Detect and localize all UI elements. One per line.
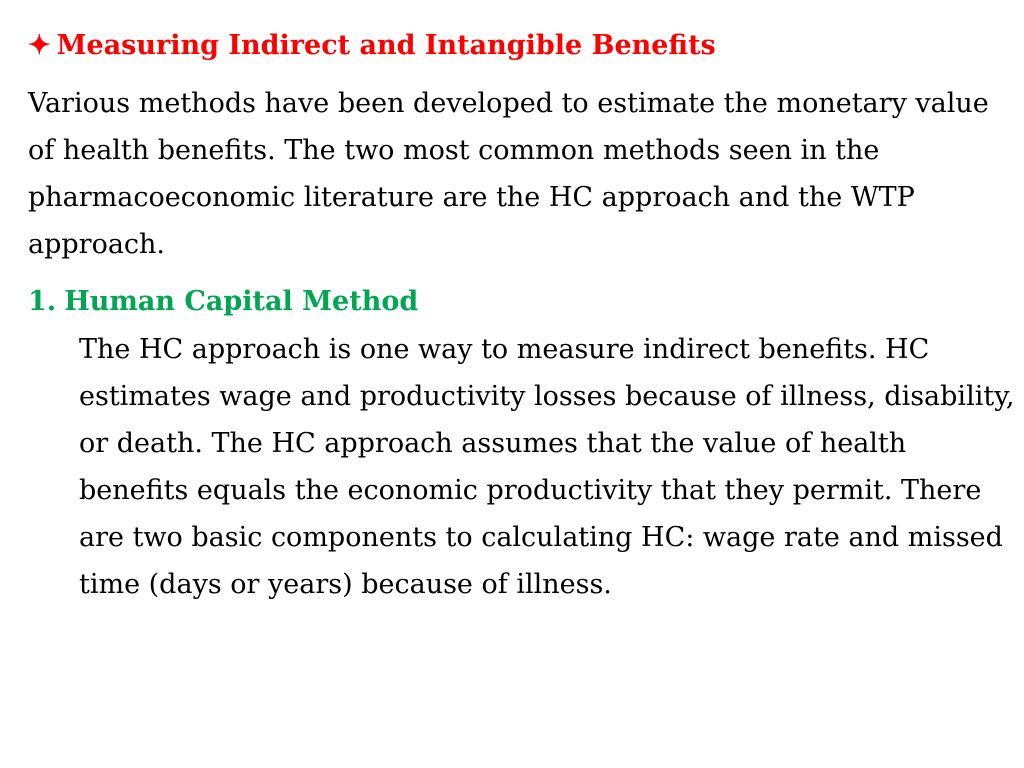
section-heading bbox=[28, 278, 1018, 326]
heading-title: Measuring Indirect and Intangible Benefits bbox=[56, 30, 716, 61]
intro-paragraph: Various methods have been developed to estimate the monetary value of health benefits. The two most common methods seen in the pharmacoeconomic literature are the HC approach and the WTP approach. bbox=[28, 88, 989, 260]
section-body-paragraph: The HC approach is one way to measure indirect benefits. HC estimates wage and productivity losses because of illness, disability, or death. The HC approach assumes that the value of health benefits equals the economic productivity that they permit. There are two basic components to calculating HC: wage rate and missed time (days or years) because of illness. bbox=[79, 334, 1015, 600]
section-title: Human Capital Method bbox=[64, 286, 419, 317]
four-pointed-star-icon: ✦ bbox=[28, 30, 51, 61]
slide-content bbox=[28, 22, 1018, 608]
slide-heading bbox=[28, 22, 1018, 70]
section-number: 1. bbox=[28, 286, 57, 317]
